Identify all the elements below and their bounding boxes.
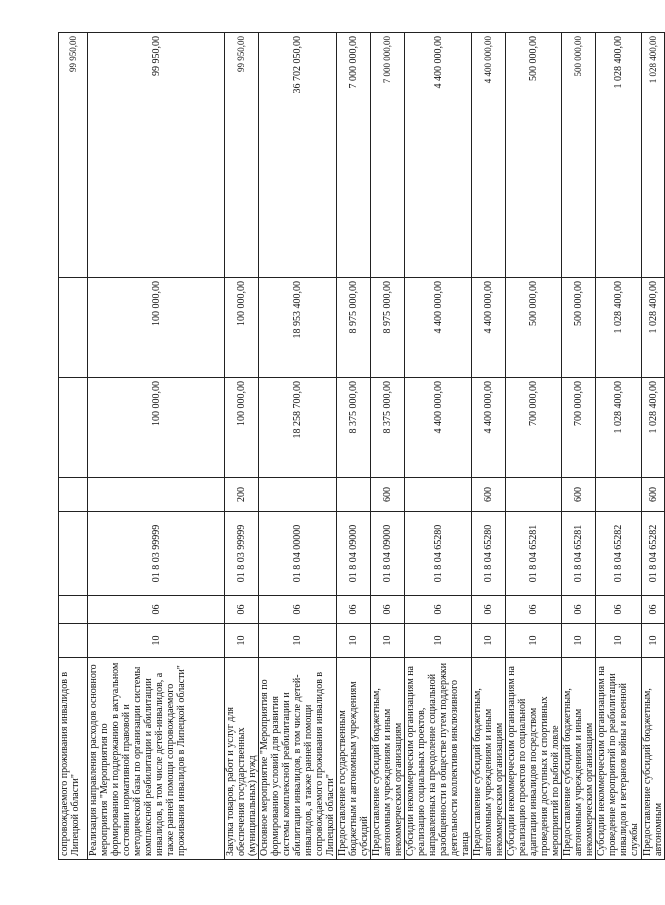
table-row bbox=[371, 33, 405, 860]
target-article-cell: 01 8 04 65280 bbox=[472, 512, 506, 596]
table-row bbox=[596, 33, 642, 860]
amount-cell-3: 99 950,00 bbox=[88, 33, 225, 278]
name-cell: Предоставление субсидий бюджетным, автономным учреждениям и иным некоммерческим организациям bbox=[472, 658, 506, 860]
section-code-cell: 10 bbox=[225, 624, 259, 658]
expense-type-cell: 600 bbox=[371, 478, 405, 512]
name-cell: Предоставление государственным бюджетным и автономным учреждениям субсидий bbox=[337, 658, 371, 860]
target-article-cell: 01 8 03 99999 bbox=[225, 512, 259, 596]
table-row bbox=[88, 33, 225, 860]
amount-cell-3: 500 000,00 bbox=[506, 33, 562, 278]
expense-type-cell bbox=[259, 478, 337, 512]
table-row bbox=[337, 33, 371, 860]
name-cell: Предоставление субсидий бюджетным, автономным bbox=[642, 658, 665, 860]
amount-cell-2: 100 000,00 bbox=[88, 278, 225, 378]
target-article-cell: 01 8 04 00000 bbox=[259, 512, 337, 596]
amount-cell-1: 700 000,00 bbox=[562, 378, 596, 478]
amount-cell-1: 8 375 000,00 bbox=[371, 378, 405, 478]
subsection-code-cell: 06 bbox=[405, 596, 472, 624]
amount-cell-2: 100 000,00 bbox=[225, 278, 259, 378]
section-code-cell bbox=[59, 624, 88, 658]
budget-table bbox=[58, 32, 665, 860]
subsection-code-cell: 06 bbox=[337, 596, 371, 624]
amount-cell-3: 500 000,00 bbox=[562, 33, 596, 278]
section-code-cell: 10 bbox=[405, 624, 472, 658]
target-article-cell bbox=[59, 512, 88, 596]
name-cell: Субсидии некоммерческим организациям на проведение мероприятий по реабилитации инвалидов и ветеранов войны и военной службы bbox=[596, 658, 642, 860]
table-row bbox=[472, 33, 506, 860]
amount-cell-2: 1 028 400,00 bbox=[642, 278, 665, 378]
amount-cell-1: 100 000,00 bbox=[88, 378, 225, 478]
target-article-cell: 01 8 04 65282 bbox=[596, 512, 642, 596]
amount-cell-1: 1 028 400,00 bbox=[642, 378, 665, 478]
expense-type-cell: 600 bbox=[562, 478, 596, 512]
table-row bbox=[506, 33, 562, 860]
section-code-cell: 10 bbox=[337, 624, 371, 658]
amount-cell-1: 1 028 400,00 bbox=[596, 378, 642, 478]
target-article-cell: 01 8 04 65280 bbox=[405, 512, 472, 596]
expense-type-cell: 600 bbox=[642, 478, 665, 512]
expense-type-cell: 600 bbox=[472, 478, 506, 512]
section-code-cell: 10 bbox=[371, 624, 405, 658]
amount-cell-1: 18 258 700,00 bbox=[259, 378, 337, 478]
amount-cell-2: 8 975 000,00 bbox=[371, 278, 405, 378]
target-article-cell: 01 8 04 09000 bbox=[371, 512, 405, 596]
amount-cell-3: 1 028 400,00 bbox=[642, 33, 665, 278]
section-code-cell: 10 bbox=[642, 624, 665, 658]
amount-cell-3: 1 028 400,00 bbox=[596, 33, 642, 278]
amount-cell-1: 8 375 000,00 bbox=[337, 378, 371, 478]
section-code-cell: 10 bbox=[259, 624, 337, 658]
name-cell: Предоставление субсидий бюджетным, автономным учреждениям и иным некоммерческим организациям bbox=[371, 658, 405, 860]
name-cell: сопровождаемого проживания инвалидов в Липецкой области" bbox=[59, 658, 88, 860]
amount-cell-2: 4 400 000,00 bbox=[472, 278, 506, 378]
table-row bbox=[642, 33, 665, 860]
name-cell: Субсидии некоммерческим организациям на реализацию проектов по социальной адаптации инвалидов посредством проведения доступных и спортивных мероприятий по рыбной ловле bbox=[506, 658, 562, 860]
name-cell: Субсидии некоммерческим организациям на реализацию социальных проектов, направленных на преодоление социальной разобщенности в обществе путем поддержки деятельности коллективов инклюзивного танца bbox=[405, 658, 472, 860]
amount-cell-3: 99 950,00 bbox=[225, 33, 259, 278]
name-cell: Закупка товаров, работ и услуг для обеспечения государственных (муниципальных) нужд bbox=[225, 658, 259, 860]
expense-type-cell: 200 bbox=[225, 478, 259, 512]
amount-cell-3: 99 950,00 bbox=[59, 33, 88, 278]
name-cell: Реализация направления расходов основного мероприятия "Мероприятия по формированию и поддержанию в актуальном состоянии нормативной правовой и методической базы по организации системы комплексной реабилитации и абилитации инвалидов, в том числе детей-инвалидов, а также ранней помощи сопровождаемого проживания инвалидов в Липецкой области" bbox=[88, 658, 225, 860]
amount-cell-1: 4 400 000,00 bbox=[472, 378, 506, 478]
amount-cell-2: 8 975 000,00 bbox=[337, 278, 371, 378]
target-article-cell: 01 8 04 65281 bbox=[506, 512, 562, 596]
name-cell: Предоставление субсидий бюджетным, автономным учреждениям и иным некоммерческим организациям bbox=[562, 658, 596, 860]
section-code-cell: 10 bbox=[596, 624, 642, 658]
target-article-cell: 01 8 04 65281 bbox=[562, 512, 596, 596]
subsection-code-cell: 06 bbox=[472, 596, 506, 624]
amount-cell-3: 36 702 050,00 bbox=[259, 33, 337, 278]
amount-cell-3: 4 400 000,00 bbox=[405, 33, 472, 278]
amount-cell-1 bbox=[59, 378, 88, 478]
amount-cell-2: 18 953 400,00 bbox=[259, 278, 337, 378]
subsection-code-cell: 06 bbox=[88, 596, 225, 624]
expense-type-cell bbox=[88, 478, 225, 512]
table-row bbox=[59, 33, 88, 860]
amount-cell-3: 4 400 000,00 bbox=[472, 33, 506, 278]
amount-cell-2 bbox=[59, 278, 88, 378]
section-code-cell: 10 bbox=[88, 624, 225, 658]
amount-cell-2: 4 400 000,00 bbox=[405, 278, 472, 378]
amount-cell-2: 1 028 400,00 bbox=[596, 278, 642, 378]
target-article-cell: 01 8 04 09000 bbox=[337, 512, 371, 596]
target-article-cell: 01 8 03 99999 bbox=[88, 512, 225, 596]
expense-type-cell bbox=[405, 478, 472, 512]
subsection-code-cell: 06 bbox=[225, 596, 259, 624]
table-row bbox=[405, 33, 472, 860]
subsection-code-cell: 06 bbox=[562, 596, 596, 624]
subsection-code-cell: 06 bbox=[506, 596, 562, 624]
expense-type-cell bbox=[506, 478, 562, 512]
subsection-code-cell bbox=[59, 596, 88, 624]
subsection-code-cell: 06 bbox=[371, 596, 405, 624]
subsection-code-cell: 06 bbox=[642, 596, 665, 624]
amount-cell-1: 100 000,00 bbox=[225, 378, 259, 478]
rotated-page bbox=[58, 33, 664, 860]
expense-type-cell bbox=[59, 478, 88, 512]
expense-type-cell bbox=[596, 478, 642, 512]
amount-cell-2: 500 000,00 bbox=[562, 278, 596, 378]
section-code-cell: 10 bbox=[562, 624, 596, 658]
table-row bbox=[259, 33, 337, 860]
expense-type-cell bbox=[337, 478, 371, 512]
section-code-cell: 10 bbox=[472, 624, 506, 658]
amount-cell-3: 7 000 000,00 bbox=[337, 33, 371, 278]
target-article-cell: 01 8 04 65282 bbox=[642, 512, 665, 596]
subsection-code-cell: 06 bbox=[259, 596, 337, 624]
section-code-cell: 10 bbox=[506, 624, 562, 658]
table-row bbox=[225, 33, 259, 860]
amount-cell-1: 700 000,00 bbox=[506, 378, 562, 478]
subsection-code-cell: 06 bbox=[596, 596, 642, 624]
amount-cell-3: 7 000 000,00 bbox=[371, 33, 405, 278]
name-cell: Основное мероприятие "Мероприятия по формированию условий для развития системы комплексной реабилитации и абилитации инвалидов, в том числе детей-инвалидов, а также ранней помощи сопровождаемого проживания инвалидов в Липецкой области" bbox=[259, 658, 337, 860]
amount-cell-1: 4 400 000,00 bbox=[405, 378, 472, 478]
amount-cell-2: 500 000,00 bbox=[506, 278, 562, 378]
table-row bbox=[562, 33, 596, 860]
